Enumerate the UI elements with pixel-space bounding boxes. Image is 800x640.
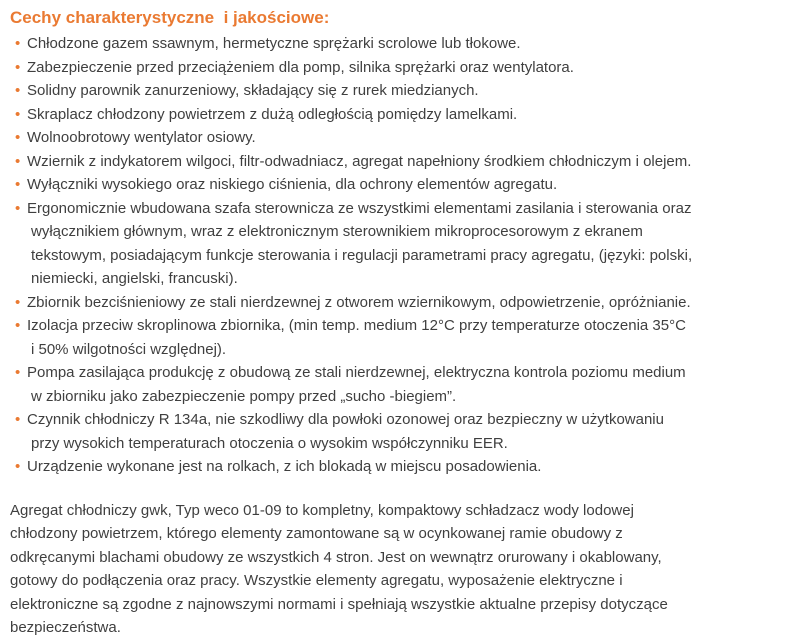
feature-item (15, 32, 792, 56)
bullet-icon: • (15, 82, 21, 99)
feature-item (15, 455, 792, 479)
feature-item (15, 150, 792, 174)
bullet-icon: • (15, 58, 21, 76)
feature-text-line: Wyłączniki wysokiego oraz niskiego ciśnienia, dla ochrony elementów agregatu. (27, 176, 558, 193)
feature-item (15, 408, 792, 455)
feature-item (15, 197, 792, 291)
bullet-icon: • (15, 411, 21, 428)
feature-text-line: Wolnoobrotowy wentylator osiowy. (27, 129, 256, 146)
feature-text-line: Czynnik chłodniczy R 134a, nie szkodliwy dla powłoki ozonowej oraz bezpieczny w użytkowaniu (27, 411, 664, 428)
feature-text-line: w zbiorniku jako zabezpieczenie pompy przed „sucho -biegiem”. (31, 387, 457, 405)
bullet-icon: • (15, 364, 21, 381)
bullet-icon: • (15, 35, 21, 52)
feature-text-line: Zbiornik bezciśnieniowy ze stali nierdzewnej z otworem wziernikowym, odpowietrzenie, opróżnianie. (27, 293, 691, 311)
feature-item (15, 103, 792, 127)
description-line: gotowy do podłączenia oraz pracy. Wszystkie elementy agregatu, wyposażenie elektryczne i (10, 572, 623, 589)
feature-text-line: wyłącznikiem głównym, wraz z elektronicznym sterownikiem mikroprocesorowym z ekranem (31, 223, 643, 240)
description-line: bezpieczeństwa. (10, 619, 121, 636)
description-line: odkręcanymi blachami obudowy ze wszystkich 4 stron. Jest on wewnątrz orurowany i okablowany, (10, 548, 662, 566)
feature-text-line: Wziernik z indykatorem wilgoci, filtr-odwadniacz, agregat napełniony środkiem chłodniczym i olejem. (27, 152, 692, 170)
feature-text-line: przy wysokich temperaturach otoczenia o wysokim współczynniku EER. (31, 434, 508, 452)
bullet-icon: • (15, 317, 21, 334)
feature-text-line: Skraplacz chłodzony powietrzem z dużą odległością pomiędzy lamelkami. (27, 105, 518, 123)
feature-item (15, 173, 792, 197)
feature-text-line: Ergonomicznie wbudowana szafa sterownicza ze wszystkimi elementami zasilania i sterowania oraz (27, 199, 692, 217)
feature-item (15, 291, 792, 315)
bullet-icon: • (15, 458, 21, 475)
feature-text-line: Zabezpieczenie przed przeciążeniem dla pomp, silnika sprężarki oraz wentylatora. (27, 58, 574, 76)
feature-text-line: Pompa zasilająca produkcję z obudową ze stali nierdzewnej, elektryczna kontrola poziomu medium (27, 364, 686, 381)
feature-text-line: niemiecki, angielski, francuski). (31, 270, 238, 287)
bullet-icon: • (15, 199, 21, 217)
description-line: chłodzony powietrzem, którego elementy zamontowane są w ocynkowanej ramie obudowy z (10, 525, 623, 542)
bullet-icon: • (15, 152, 21, 170)
description-paragraph (10, 499, 792, 640)
feature-item (15, 314, 792, 361)
feature-text-line: Izolacja przeciw skroplinowa zbiornika, (min temp. medium 12°C przy temperaturze otoczenia 35°C (27, 317, 686, 334)
feature-text-line: i 50% wilgotności względnej). (31, 340, 227, 358)
feature-text-line: Solidny parownik zanurzeniowy, składający się z rurek miedzianych. (27, 82, 479, 99)
section-heading: Cechy charakterystyczne i jakościowe: (10, 8, 330, 27)
feature-item (15, 361, 792, 408)
bullet-icon: • (15, 129, 21, 146)
feature-text-line: tekstowym, posiadającym funkcje sterowania i regulacji parametrami pracy agregatu, (języki: polski, (31, 246, 693, 264)
feature-text-line: Urządzenie wykonane jest na rolkach, z ich blokadą w miejscu posadowienia. (27, 458, 542, 475)
bullet-icon: • (15, 105, 21, 123)
feature-item (15, 126, 792, 150)
bullet-icon: • (15, 176, 21, 193)
feature-item (15, 56, 792, 80)
feature-text-line: Chłodzone gazem ssawnym, hermetyczne sprężarki scrolowe lub tłokowe. (27, 35, 521, 52)
features-list (10, 32, 792, 479)
feature-item (15, 79, 792, 103)
bullet-icon: • (15, 293, 21, 311)
description-line: Agregat chłodniczy gwk, Typ weco 01-09 to kompletny, kompaktowy schładzacz wody lodowej (10, 501, 634, 519)
description-line: elektroniczne są zgodne z najnowszymi normami i spełniają wszystkie aktualne przepisy dotyczące (10, 595, 668, 613)
